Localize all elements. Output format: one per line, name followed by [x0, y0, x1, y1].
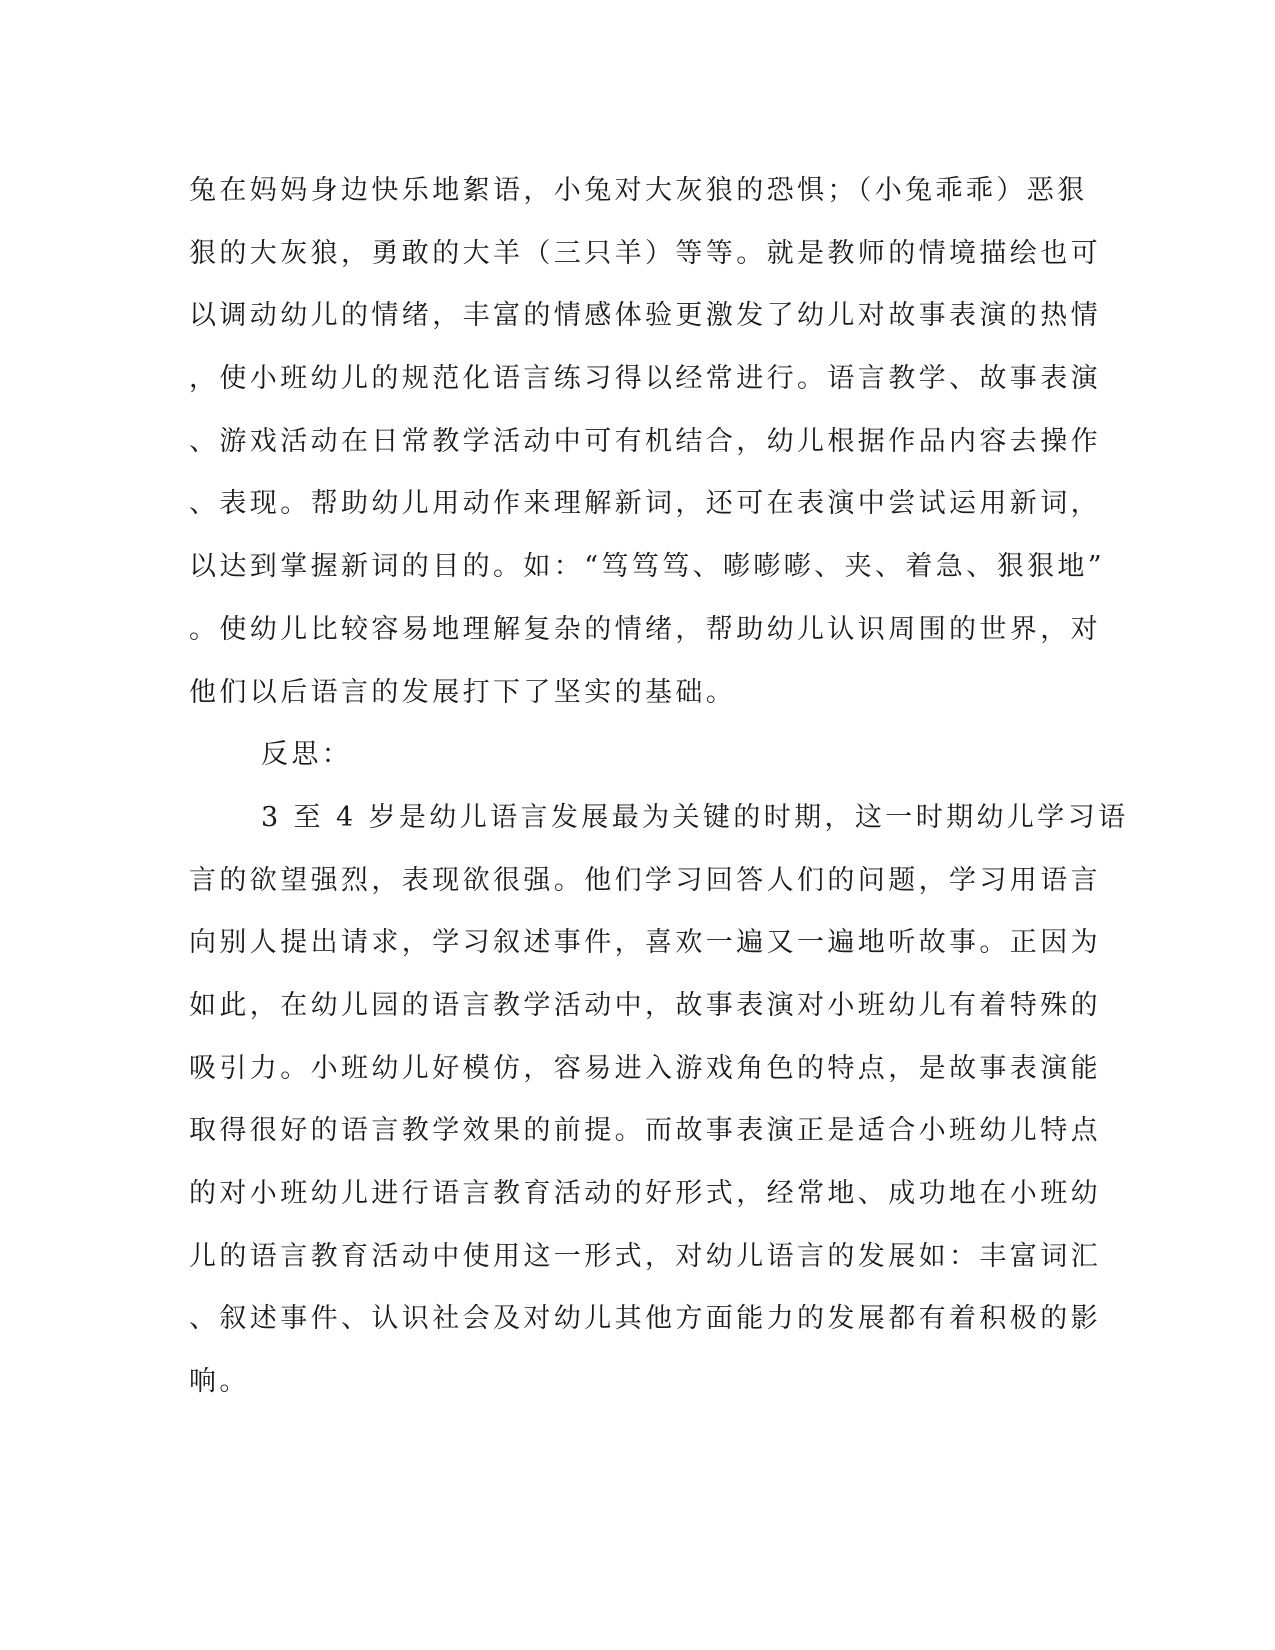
text-line: 言的欲望强烈，表现欲很强。他们学习回答人们的问题，学习用语言: [189, 864, 1101, 896]
text-line: 响。: [189, 1366, 250, 1398]
text-line: 儿的语言教育活动中使用这一形式，对幼儿语言的发展如：丰富词汇: [189, 1240, 1101, 1272]
text-line: 、游戏活动在日常教学活动中可有机结合，幼儿根据作品内容去操作: [189, 425, 1101, 457]
text-line: ，使小班幼儿的规范化语言练习得以经常进行。语言教学、故事表演: [189, 363, 1101, 395]
text-line: 狠的大灰狼，勇敢的大羊（三只羊）等等。就是教师的情境描绘也可: [189, 237, 1101, 269]
text-line: 如此，在幼儿园的语言教学活动中，故事表演对小班幼儿有着特殊的: [189, 989, 1101, 1021]
text-line: 兔在妈妈身边快乐地絮语，小兔对大灰狼的恐惧；（小兔乖乖）恶狠: [189, 175, 1088, 206]
text-line: 吸引力。小班幼儿好模仿，容易进入游戏角色的特点，是故事表演能: [189, 1052, 1101, 1084]
text-line: 向别人提出请求，学习叙述事件，喜欢一遍又一遍地听故事。正因为: [189, 927, 1101, 959]
text-line: 的对小班幼儿进行语言教育活动的好形式，经常地、成功地在小班幼: [189, 1178, 1101, 1209]
text-line: 取得很好的语言教学效果的前提。而故事表演正是适合小班幼儿特点: [189, 1115, 1101, 1147]
paragraph-first-line: 3 至 4 岁是幼儿语言发展最为关键的时期，这一时期幼儿学习语: [261, 801, 1129, 833]
text-line: 、表现。帮助幼儿用动作来理解新词，还可在表演中尝试运用新词，: [189, 488, 1101, 520]
text-line: 以调动幼儿的情绪，丰富的情感体验更激发了幼儿对故事表演的热情: [189, 300, 1101, 332]
document-body: [189, 160, 1129, 1414]
text-line: 他们以后语言的发展打下了坚实的基础。: [189, 676, 737, 708]
text-line: 以达到掌握新词的目的。如：“笃笃笃、嘭嘭嘭、夹、着急、狠狠地”: [189, 551, 1106, 583]
text-line: 、叙述事件、认识社会及对幼儿其他方面能力的发展都有着积极的影: [189, 1303, 1101, 1335]
text-line: 。使幼儿比较容易地理解复杂的情绪，帮助幼儿认识周围的世界，对: [189, 613, 1101, 645]
section-heading-reflection: 反思：: [261, 739, 353, 771]
